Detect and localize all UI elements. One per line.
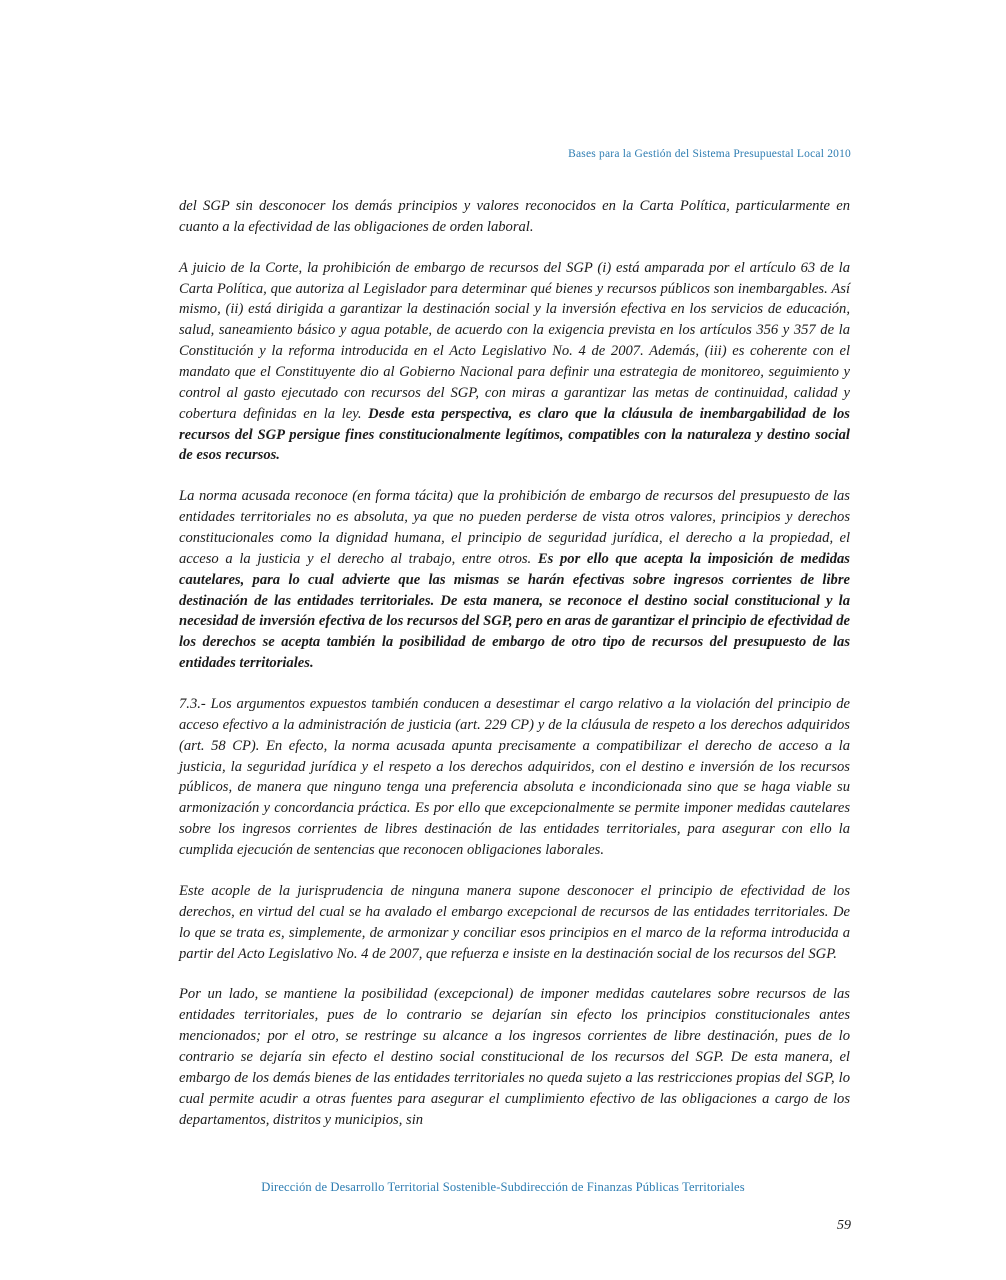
page-body <box>179 196 850 1130</box>
paragraph-3-emphasis: Es por ello que acepta la imposición de medidas cautelares, para lo cual advierte que las mismas se harán efectivas sobre ingresos corrientes de libre destinación de las entidades territoriales. De esta manera, se reconoce el destino social constitucional y la necesidad de inversión efectiva de los recursos del SGP, pero en aras de garantizar el principio de efectividad de los derechos se acepta también la posibilidad de embargo de otro tipo de recursos del presupuesto de las entidades territoriales. <box>179 550 850 672</box>
paragraph-3-text: La norma acusada reconoce (en forma tácita) que la prohibición de embargo de recursos del presupuesto de las entidades territoriales no es absoluta, ya que no pueden perderse de vista otros valores, principios y derechos constitucionales como la dignidad humana, el principio de seguridad jurídica, el derecho a la propiedad, el acceso a la justicia y el derecho al trabajo, entre otros. <box>179 488 850 567</box>
running-header: Bases para la Gestión del Sistema Presupuestal Local 2010 <box>568 148 851 160</box>
paragraph-5: Este acople de la jurisprudencia de ninguna manera supone desconocer el principio de efectividad de los derechos, en virtud del cual se ha avalado el embargo excepcional de recursos de las entidades territoriales. De lo que se trata es, simplemente, de armonizar y conciliar esos principios en el marco de la reforma introducida a partir del Acto Legislativo No. 4 de 2007, que refuerza e insiste en la destinación social de los recursos del SGP. <box>179 882 850 962</box>
paragraph-2-emphasis: Desde esta perspectiva, es claro que la cláusula de inembargabilidad de los recursos del SGP persigue fines constitucionalmente legítimos, compatibles con la naturaleza y destino social de esos recursos. <box>179 405 850 464</box>
page-number: 59 <box>837 1218 851 1233</box>
paragraph-3 <box>179 486 850 674</box>
paragraph-1: del SGP sin desconocer los demás principios y valores reconocidos en la Carta Política, particularmente en cuanto a la efectividad de las obligaciones de orden laboral. <box>179 198 850 235</box>
paragraph-6: Por un lado, se mantiene la posibilidad (excepcional) de imponer medidas cautelares sobre recursos de las entidades territoriales, pues de lo contrario se dejarían sin efecto los principios constitucionales antes mencionados; por el otro, se restringe su alcance a los ingresos corrientes de libre destinación, pues de lo contrario se dejaría sin efecto el destino social constitucional de los recursos del SGP. De esta manera, el embargo de los demás bienes de las entidades territoriales no queda sujeto a las restricciones propias del SGP, lo cual permite acudir a otras fuentes para asegurar el cumplimiento efectivo de las obligaciones a cargo de los departamentos, distritos y municipios, sin <box>179 986 850 1128</box>
paragraph-2-text: A juicio de la Corte, la prohibición de embargo de recursos del SGP (i) está amparada por el artículo 63 de la Carta Política, que autoriza al Legislador para determinar qué bienes y recursos públicos son inembargables. Así mismo, (ii) está dirigida a garantizar la destinación social y la inversión efectiva en los servicios de educación, salud, saneamiento básico y agua potable, de acuerdo con la exigencia prevista en los artículos 356 y 357 de la Constitución y la reforma introducida en el Acto Legislativo No. 4 de 2007. Además, (iii) es coherente con el mandato que el Constituyente dio al Gobierno Nacional para definir una estrategia de monitoreo, seguimiento y control al gasto ejecutado con recursos del SGP, con miras a garantizar las metas de continuidad, calidad y cobertura definidas en la ley. <box>179 259 850 422</box>
paragraph-2 <box>179 258 850 467</box>
paragraph-4: 7.3.- Los argumentos expuestos también conducen a desestimar el cargo relativo a la violación del principio de acceso efectivo a la administración de justicia (art. 229 CP) y de la cláusula de respeto a los derechos adquiridos (art. 58 CP). En efecto, la norma acusada apunta precisamente a compatibilizar el derecho de acceso a la justicia, la seguridad jurídica y el respeto a los derechos adquiridos, con el destino e inversión de los recursos públicos, de manera que ninguno tenga una preferencia absoluta e incondicionada sino que se haga viable su armonización y concordancia práctica. Es por ello que excepcionalmente se permite imponer medidas cautelares sobre los ingresos corrientes de libres destinación de las entidades territoriales, para asegurar con ello la cumplida ejecución de sentencias que reconocen obligaciones laborales. <box>179 696 850 859</box>
page-footer: Dirección de Desarrollo Territorial Sostenible-Subdirección de Finanzas Públicas Territoriales <box>261 1180 745 1194</box>
